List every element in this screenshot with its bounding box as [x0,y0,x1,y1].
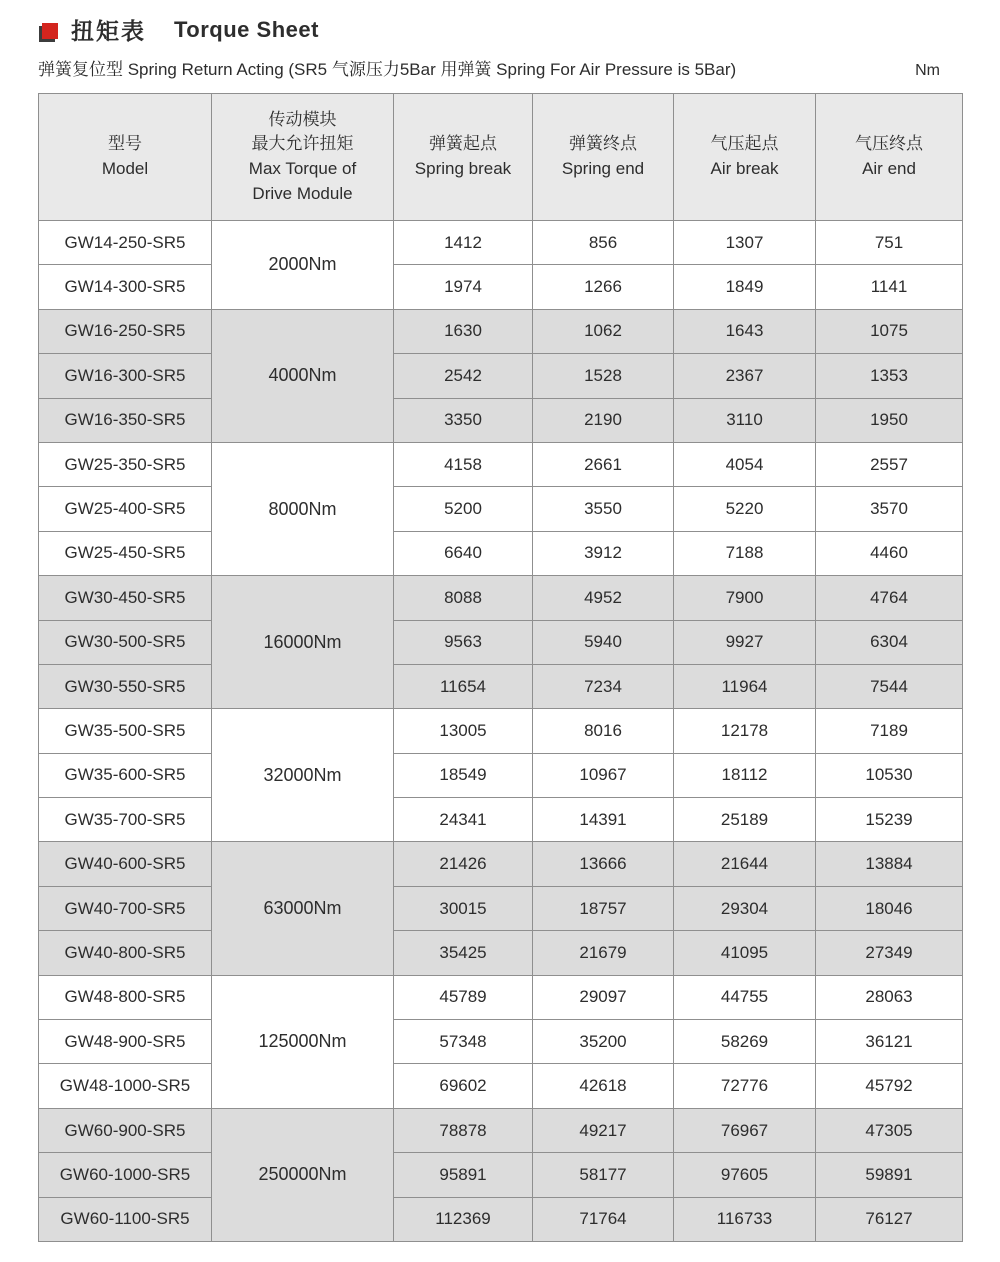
air-break-cell: 7900 [674,576,816,620]
air-break-cell: 1849 [674,265,816,309]
section-marker-icon [42,23,58,39]
model-cell: GW40-700-SR5 [39,886,212,930]
air-break-cell: 1307 [674,221,816,265]
spring-end-cell: 3912 [533,531,674,575]
column-header-line: 传动模块 [268,109,337,129]
air-end-cell: 1141 [816,265,963,309]
spring-break-cell: 35425 [394,931,533,975]
air-break-cell: 4054 [674,442,816,486]
air-end-cell: 7544 [816,664,963,708]
spring-break-cell: 112369 [394,1197,533,1241]
spring-end-cell: 2190 [533,398,674,442]
air-end-cell: 76127 [816,1197,963,1241]
subtitle: 弹簧复位型 Spring Return Acting (SR5 气源压力5Bar 用弹簧 Spring For Air Pressure is 5Bar) [38,60,737,79]
unit-label: Nm [915,62,940,79]
air-break-cell: 1643 [674,309,816,353]
spring-end-cell: 14391 [533,798,674,842]
column-header-line: Model [101,159,149,178]
spring-end-cell: 10967 [533,753,674,797]
spring-end-cell: 8016 [533,709,674,753]
table-row [39,798,963,842]
air-break-cell: 11964 [674,664,816,708]
air-break-cell: 58269 [674,1020,816,1064]
torque-table [38,93,963,1242]
table-row [39,753,963,797]
air-end-cell: 6304 [816,620,963,664]
page-title-zh: 扭矩表 [71,18,146,44]
column-header-line: 弹簧终点 [569,134,637,154]
air-end-cell: 28063 [816,975,963,1019]
table-row [39,1108,963,1152]
page-title [38,13,962,46]
spring-end-cell: 3550 [533,487,674,531]
spring-break-cell: 1974 [394,265,533,309]
model-cell: GW35-500-SR5 [39,709,212,753]
model-cell: GW60-1000-SR5 [39,1153,212,1197]
model-cell: GW14-300-SR5 [39,265,212,309]
max-torque-cell: 4000Nm [212,309,394,442]
table-row [39,398,963,442]
spring-break-cell: 6640 [394,531,533,575]
table-header [39,94,963,221]
max-torque-cell: 250000Nm [212,1108,394,1241]
spring-end-cell: 1528 [533,354,674,398]
column-header-line: Spring break [414,159,512,178]
air-end-cell: 27349 [816,931,963,975]
spring-end-cell: 5940 [533,620,674,664]
spring-break-cell: 4158 [394,442,533,486]
table-row [39,576,963,620]
column-header-line: Drive Module [252,183,353,203]
spring-end-cell: 4952 [533,576,674,620]
air-end-cell: 7189 [816,709,963,753]
column-header-line: 气压起点 [710,134,779,154]
table-row [39,487,963,531]
air-end-cell: 751 [816,221,963,265]
spring-break-cell: 18549 [394,753,533,797]
column-header-air-end [816,94,963,221]
table-row [39,265,963,309]
model-cell: GW25-400-SR5 [39,487,212,531]
air-break-cell: 72776 [674,1064,816,1108]
spring-end-cell: 7234 [533,664,674,708]
spring-end-cell: 49217 [533,1108,674,1152]
spring-break-cell: 9563 [394,620,533,664]
spring-break-cell: 13005 [394,709,533,753]
spring-end-cell: 21679 [533,931,674,975]
table-row [39,1197,963,1241]
air-end-cell: 18046 [816,886,963,930]
spring-break-cell: 24341 [394,798,533,842]
air-break-cell: 7188 [674,531,816,575]
spring-end-cell: 35200 [533,1020,674,1064]
subtitle-line [38,55,962,80]
header-row [39,94,963,221]
model-cell: GW48-800-SR5 [39,975,212,1019]
air-end-cell: 36121 [816,1020,963,1064]
model-cell: GW60-900-SR5 [39,1108,212,1152]
table-row [39,442,963,486]
max-torque-cell: 2000Nm [212,221,394,310]
model-cell: GW30-550-SR5 [39,664,212,708]
spring-end-cell: 1266 [533,265,674,309]
page-title-en: Torque Sheet [174,16,319,42]
spring-end-cell: 58177 [533,1153,674,1197]
model-cell: GW30-500-SR5 [39,620,212,664]
spring-break-cell: 78878 [394,1108,533,1152]
table-row [39,531,963,575]
model-cell: GW48-1000-SR5 [39,1064,212,1108]
column-header-air-break [674,94,816,221]
air-end-cell: 1075 [816,309,963,353]
air-break-cell: 5220 [674,487,816,531]
column-header-line: Spring end [561,159,645,178]
model-cell: GW40-600-SR5 [39,842,212,886]
model-cell: GW25-450-SR5 [39,531,212,575]
column-header-spring-end [533,94,674,221]
table-row [39,1064,963,1108]
table-row [39,664,963,708]
air-break-cell: 21644 [674,842,816,886]
model-cell: GW35-700-SR5 [39,798,212,842]
column-header-line: 最大允许扭矩 [251,134,354,154]
air-end-cell: 13884 [816,842,963,886]
model-cell: GW48-900-SR5 [39,1020,212,1064]
spring-break-cell: 30015 [394,886,533,930]
air-end-cell: 1353 [816,354,963,398]
air-break-cell: 2367 [674,354,816,398]
column-header-line: 型号 [108,134,142,154]
table-row [39,842,963,886]
spring-break-cell: 95891 [394,1153,533,1197]
air-end-cell: 3570 [816,487,963,531]
column-header-max-torque [212,94,394,221]
spring-break-cell: 45789 [394,975,533,1019]
air-break-cell: 3110 [674,398,816,442]
table-row [39,975,963,1019]
spring-end-cell: 13666 [533,842,674,886]
table-row [39,709,963,753]
model-cell: GW35-600-SR5 [39,753,212,797]
spring-end-cell: 856 [533,221,674,265]
model-cell: GW30-450-SR5 [39,576,212,620]
air-break-cell: 9927 [674,620,816,664]
max-torque-cell: 8000Nm [212,442,394,575]
air-break-cell: 76967 [674,1108,816,1152]
spring-break-cell: 11654 [394,664,533,708]
air-end-cell: 47305 [816,1108,963,1152]
model-cell: GW16-250-SR5 [39,309,212,353]
air-end-cell: 1950 [816,398,963,442]
spring-end-cell: 2661 [533,442,674,486]
spring-break-cell: 1412 [394,221,533,265]
model-cell: GW16-300-SR5 [39,354,212,398]
column-header-spring-break [394,94,533,221]
air-end-cell: 59891 [816,1153,963,1197]
air-break-cell: 29304 [674,886,816,930]
table-row [39,354,963,398]
air-end-cell: 4764 [816,576,963,620]
table-row [39,620,963,664]
air-break-cell: 18112 [674,753,816,797]
max-torque-cell: 125000Nm [212,975,394,1108]
spring-break-cell: 5200 [394,487,533,531]
model-cell: GW16-350-SR5 [39,398,212,442]
spring-break-cell: 1630 [394,309,533,353]
spring-break-cell: 8088 [394,576,533,620]
max-torque-cell: 63000Nm [212,842,394,975]
spring-end-cell: 1062 [533,309,674,353]
spring-break-cell: 69602 [394,1064,533,1108]
column-header-line: Max Torque of [248,159,357,178]
spring-break-cell: 2542 [394,354,533,398]
spring-break-cell: 57348 [394,1020,533,1064]
column-header-line: Air break [710,159,779,178]
table-row [39,1020,963,1064]
model-cell: GW40-800-SR5 [39,931,212,975]
table-row [39,221,963,265]
air-break-cell: 116733 [674,1197,816,1241]
spring-break-cell: 3350 [394,398,533,442]
table-row [39,1153,963,1197]
air-end-cell: 4460 [816,531,963,575]
column-header-model [39,94,212,221]
air-break-cell: 97605 [674,1153,816,1197]
spring-break-cell: 21426 [394,842,533,886]
air-break-cell: 25189 [674,798,816,842]
spring-end-cell: 18757 [533,886,674,930]
table-row [39,931,963,975]
spring-end-cell: 71764 [533,1197,674,1241]
table-row [39,309,963,353]
max-torque-cell: 16000Nm [212,576,394,709]
spring-end-cell: 42618 [533,1064,674,1108]
table-body [39,221,963,1242]
air-break-cell: 44755 [674,975,816,1019]
column-header-line: 气压终点 [855,134,923,154]
air-break-cell: 41095 [674,931,816,975]
max-torque-cell: 32000Nm [212,709,394,842]
air-break-cell: 12178 [674,709,816,753]
model-cell: GW60-1100-SR5 [39,1197,212,1241]
table-row [39,886,963,930]
air-end-cell: 15239 [816,798,963,842]
model-cell: GW25-350-SR5 [39,442,212,486]
air-end-cell: 2557 [816,442,963,486]
spring-end-cell: 29097 [533,975,674,1019]
air-end-cell: 10530 [816,753,963,797]
model-cell: GW14-250-SR5 [39,221,212,265]
column-header-line: 弹簧起点 [429,134,497,154]
column-header-line: Air end [862,159,916,178]
air-end-cell: 45792 [816,1064,963,1108]
